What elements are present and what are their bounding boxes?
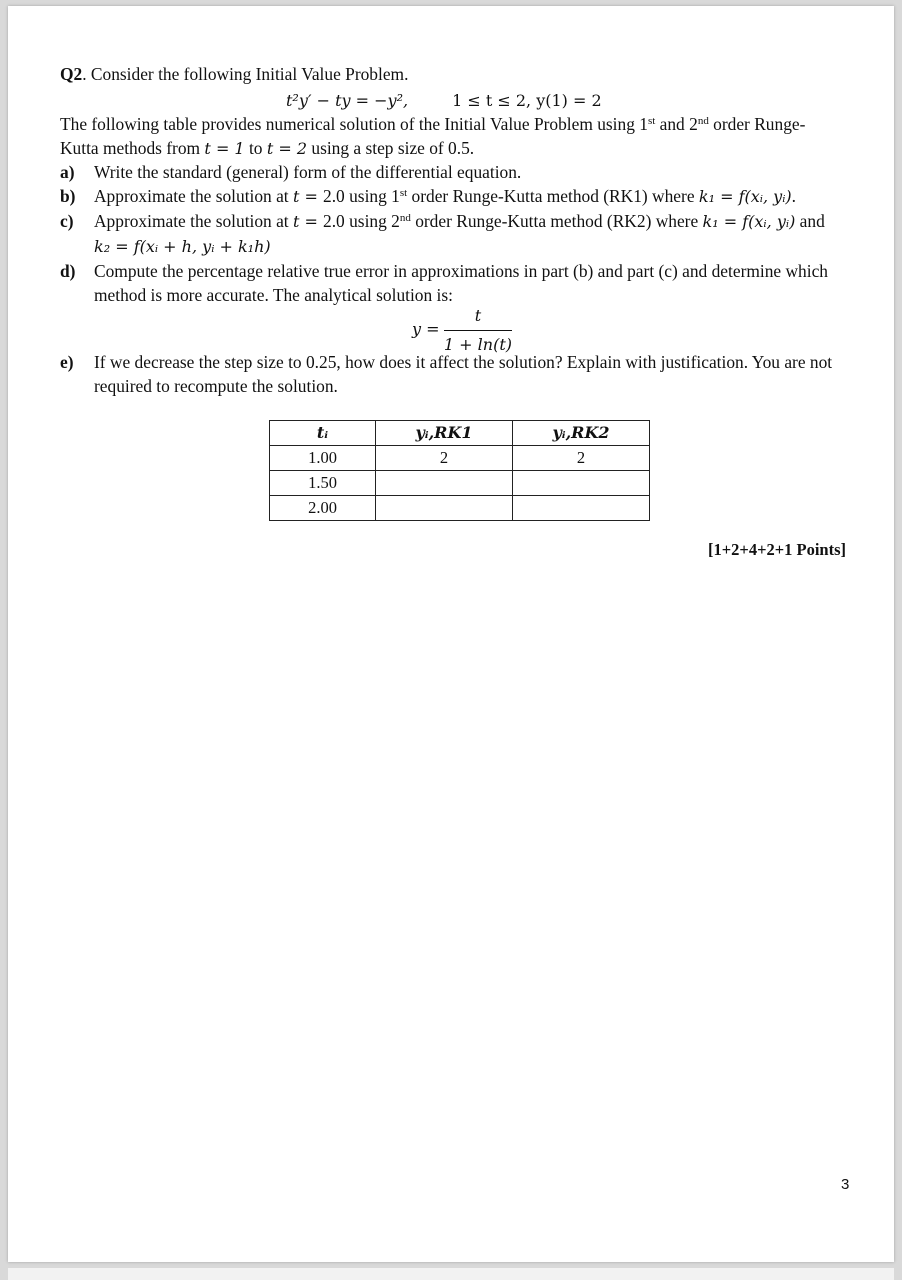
question-number: Q2 xyxy=(60,64,83,84)
table-header-row xyxy=(270,421,650,446)
header-rk1: yᵢ,RK1 xyxy=(376,421,513,446)
table-row: 2.00 xyxy=(270,496,650,521)
part-d: d) Compute the percentage relative true error in approximations in part (b) and part (c) and determine which method is more accurate. The analytical solution is: xyxy=(60,261,828,305)
next-page-edge xyxy=(8,1268,894,1280)
header-rk2: yᵢ,RK2 xyxy=(513,421,650,446)
ode-equation: t²y′ − ty = −y², 1 ≤ t ≤ 2, y(1) = 2 xyxy=(286,91,602,110)
table-row: 1.00 2 2 xyxy=(270,446,650,471)
points-allocation: [1+2+4+2+1 Points] xyxy=(708,540,846,559)
part-c: c) Approximate the solution at t = 2.0 using 2nd order Runge-Kutta method (RK2) where k₁ = f(xᵢ, yᵢ) and k₂ = f(xᵢ + h, yᵢ + k₁h) xyxy=(60,211,825,256)
header-t: tᵢ xyxy=(270,421,376,446)
analytical-solution: y = $\frac{t}{1 + \ln(t)}$ xyxy=(412,306,512,354)
part-a: a) Write the standard (general) form of the differential equation. xyxy=(60,162,522,182)
part-b: b) Approximate the solution at t = 2.0 using 1st order Runge-Kutta method (RK1) where k₁ = f(xᵢ, yᵢ). xyxy=(60,186,797,206)
rk-solution-table xyxy=(269,420,650,521)
page-number: 3 xyxy=(841,1176,850,1193)
table-description: The following table provides numerical solution of the Initial Value Problem using 1st and 2nd order Runge- Kutta methods from t = 1 to t = 2 using a step size of 0.5. xyxy=(60,114,806,158)
parts-list xyxy=(60,160,846,307)
part-e: e) If we decrease the step size to 0.25, how does it affect the solution? Explain with justification. You are not required to recompute the solution. xyxy=(60,352,833,396)
document-page xyxy=(8,6,894,1262)
table-row: 1.50 xyxy=(270,471,650,496)
question-intro: Q2. Consider the following Initial Value Problem. xyxy=(60,64,409,84)
